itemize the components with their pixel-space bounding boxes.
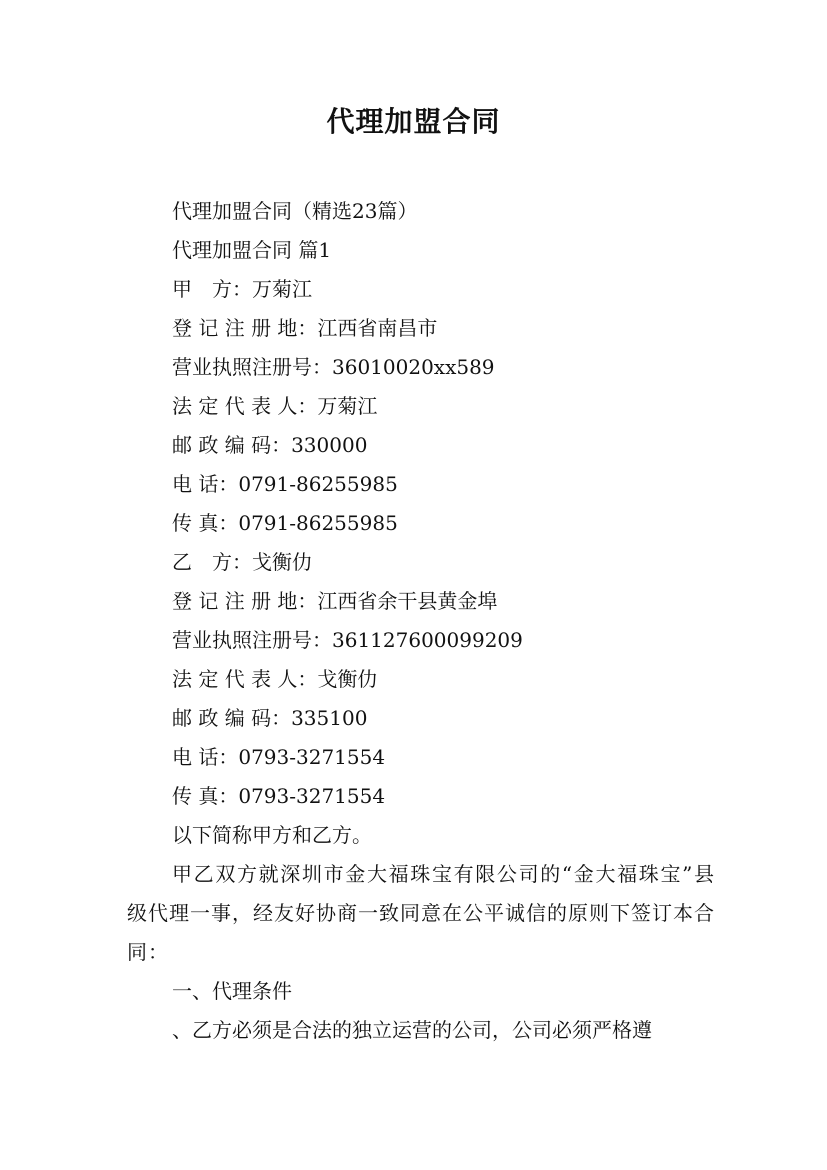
line-party-b-representative: 法 定 代 表 人：戈衡仂 <box>172 667 378 691</box>
line-article-heading: 代理加盟合同 篇1 <box>172 238 332 262</box>
agreement-paragraph: 甲乙双方就深圳市金大福珠宝有限公司的“金大福珠宝”县级代理一事，经友好协商一致同意在公平诚信的原则下签订本合同： <box>127 862 715 964</box>
line-party-a-address: 登 记 注 册 地：江西省南昌市 <box>172 316 438 340</box>
line-party-a-postcode: 邮 政 编 码：330000 <box>172 433 368 457</box>
line-party-b: 乙 方：戈衡仂 <box>172 550 312 574</box>
clause-line: 、乙方必须是合法的独立运营的公司，公司必须严格遵 <box>172 1018 652 1042</box>
line-party-a-phone: 电 话：0791-86255985 <box>172 472 398 496</box>
line-party-b-license: 营业执照注册号：361127600099209 <box>172 628 523 652</box>
line-party-b-postcode: 邮 政 编 码：335100 <box>172 706 368 730</box>
line-abbreviation: 以下简称甲方和乙方。 <box>172 823 372 847</box>
section-heading: 一、代理条件 <box>172 979 292 1003</box>
line-subtitle: 代理加盟合同（精选23篇） <box>172 199 418 223</box>
document-title: 代理加盟合同 <box>326 105 501 138</box>
line-party-a: 甲 方：万菊江 <box>172 277 312 301</box>
document-body <box>127 192 715 1050</box>
line-party-a-representative: 法 定 代 表 人：万菊江 <box>172 394 378 418</box>
line-party-b-address: 登 记 注 册 地：江西省余干县黄金埠 <box>172 589 498 613</box>
line-party-b-fax: 传 真：0793-3271554 <box>172 784 386 808</box>
line-party-b-phone: 电 话：0793-3271554 <box>172 745 386 769</box>
line-party-a-fax: 传 真：0791-86255985 <box>172 511 398 535</box>
line-party-a-license: 营业执照注册号：36010020xx589 <box>172 355 495 379</box>
